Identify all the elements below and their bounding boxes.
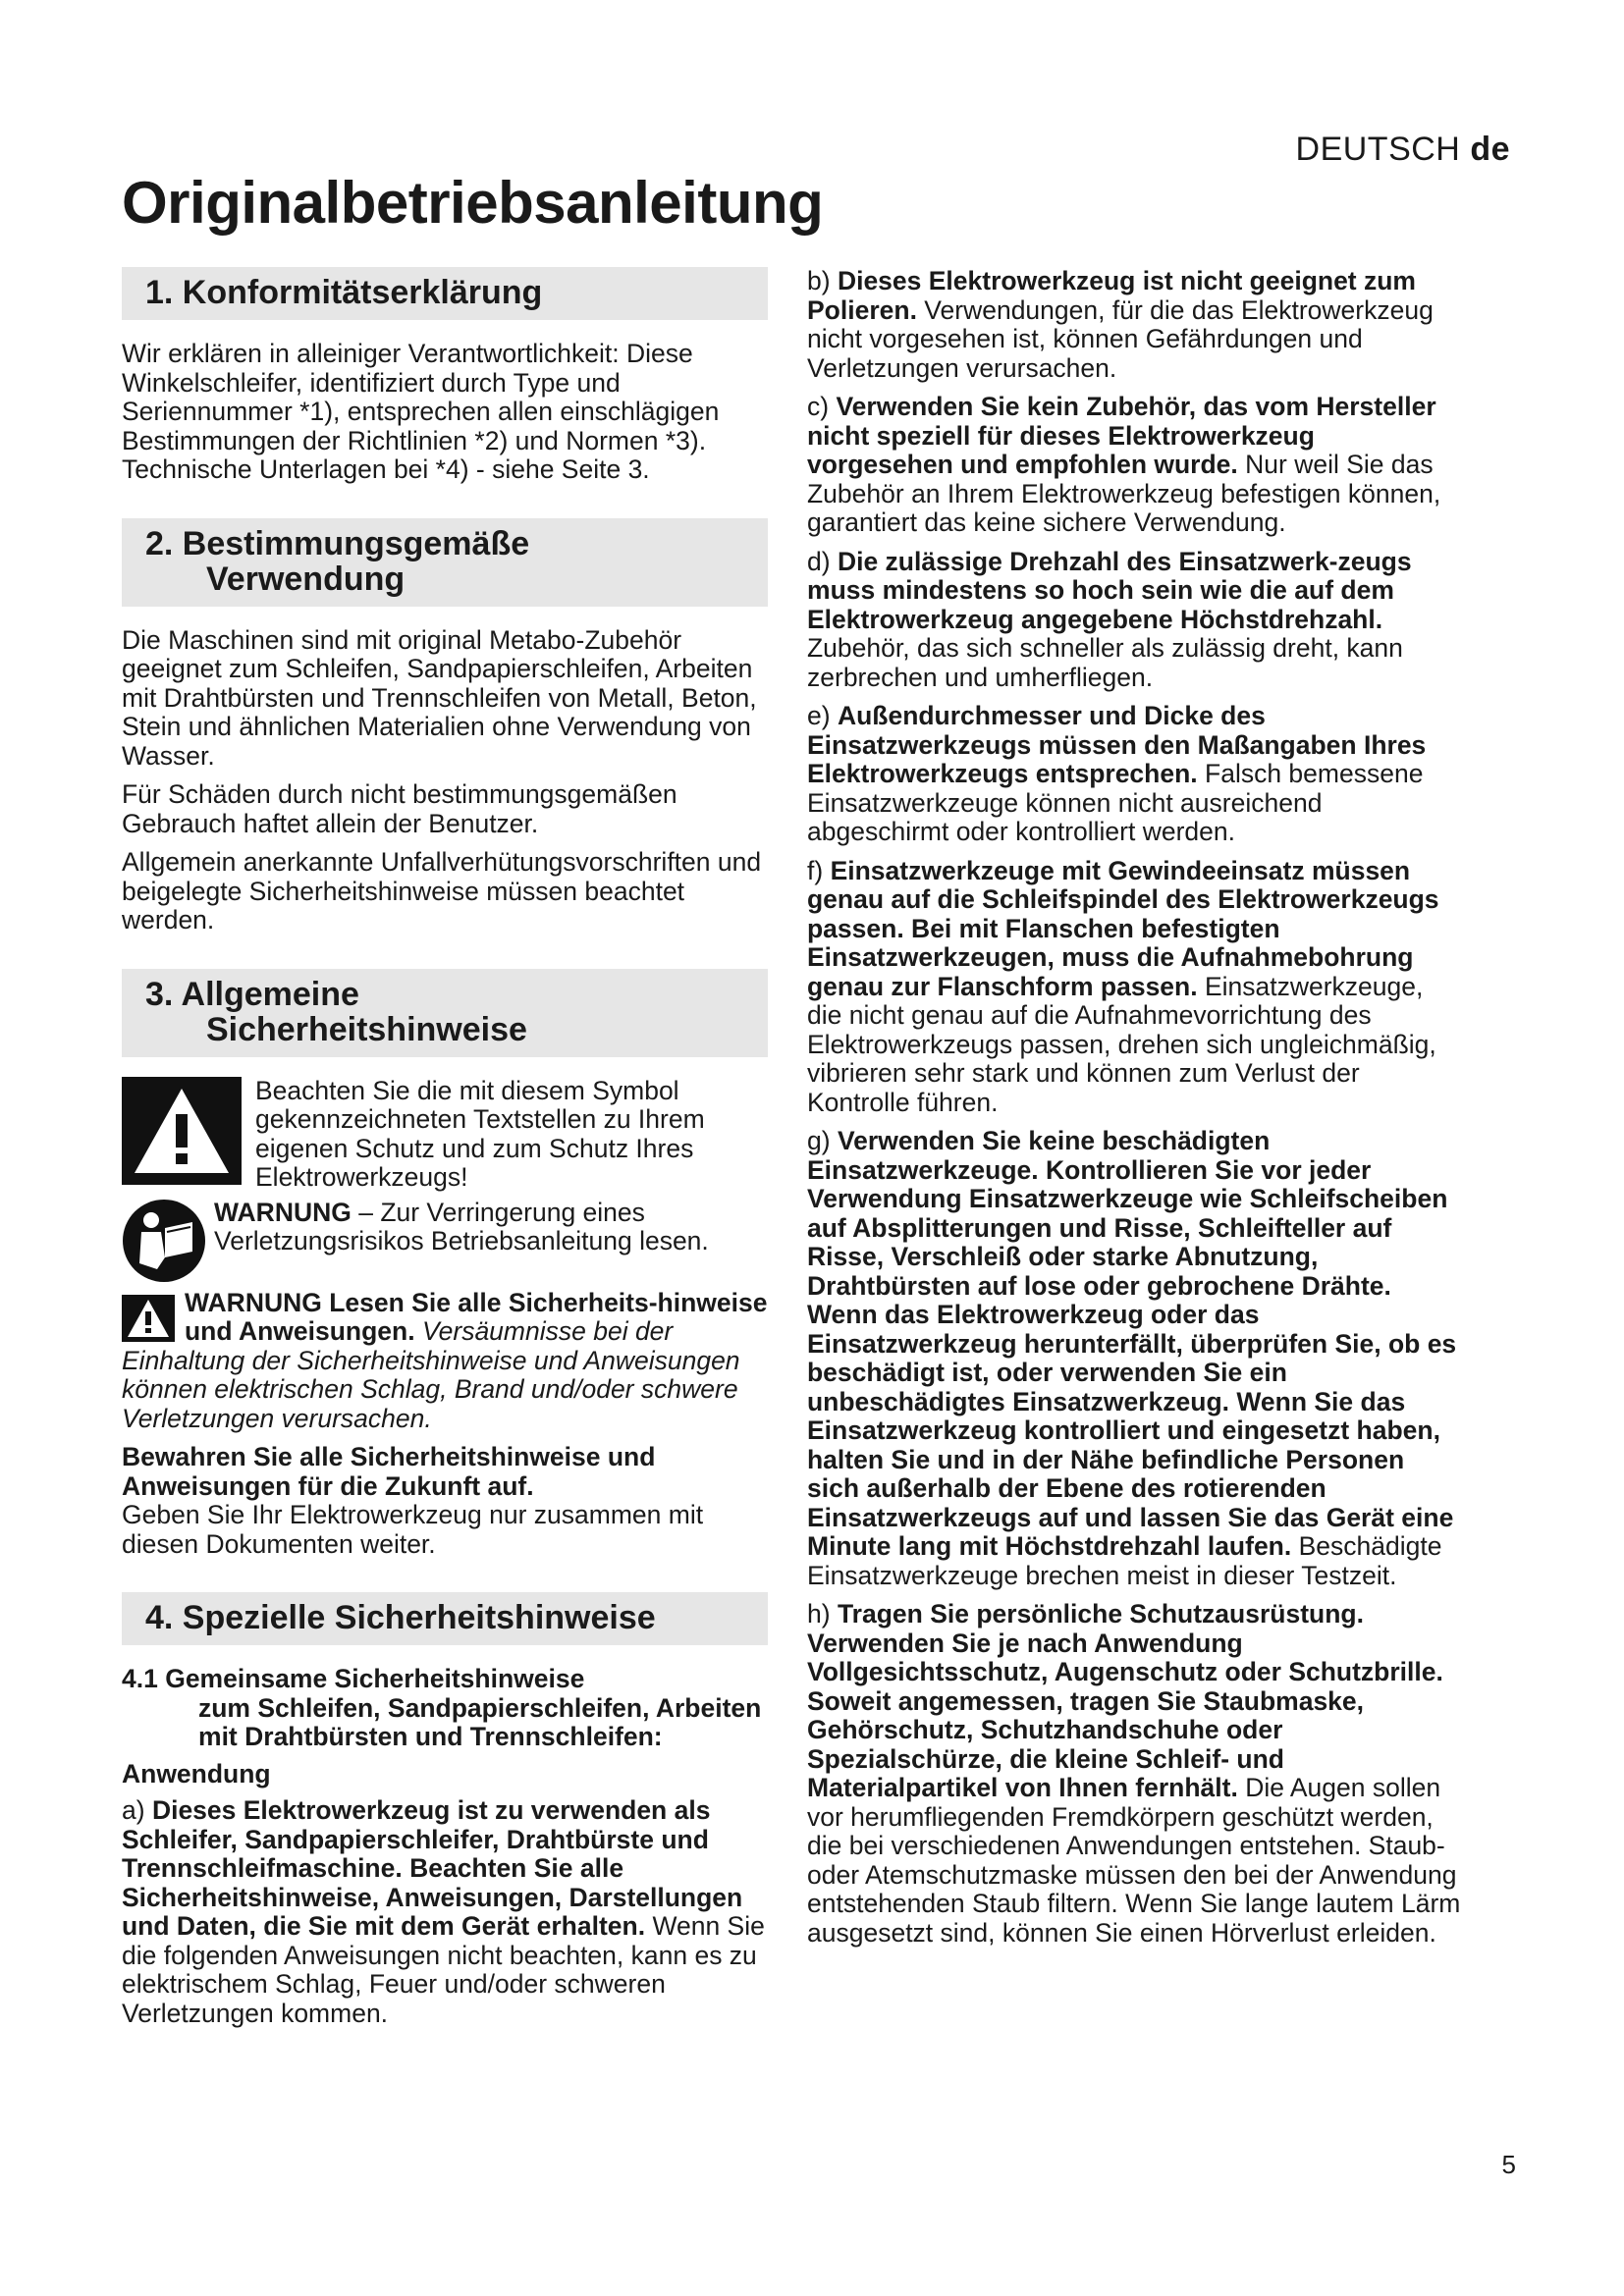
item-c <box>807 393 1461 538</box>
item-d <box>807 548 1461 693</box>
language-prefix: DEUTSCH <box>1295 131 1461 168</box>
read-manual-icon <box>122 1199 206 1283</box>
item-g-text: Beschädigte Einsatzwerkzeuge brechen meist in dieser Testzeit. <box>807 1531 1442 1590</box>
item-b-bold: Dieses Elektrowerkzeug ist nicht geeignet zum Polieren. <box>807 266 1416 325</box>
symbol-note-text: Beachten Sie die mit diesem Symbol gekennzeichneten Textstellen zu Ihrem eigenen Schutz und zum Schutz Ihres Elektrowerkzeugs! <box>255 1075 705 1192</box>
section-heading-2-line1: 2. Bestimmungsgemäße <box>145 524 530 562</box>
page-number: 5 <box>1501 2150 1516 2179</box>
item-h-text: Die Augen sollen vor herumfliegenden Fremdkörpern geschützt werden, die bei verschiedenen Anwendungen entstehen. Staub- oder Atemschutzmaske müssen den bei der Anwendung entstehenden Staub filtern. Wenn Sie lange lautem Lärm ausgesetzt sind, können Sie einen Hörverlust erleiden. <box>807 1773 1461 1948</box>
item-b-text: Verwendungen, für die das Elektrowerkzeug nicht vorgesehen ist, können Gefährdungen und Verletzungen verursachen. <box>807 294 1434 383</box>
warning2-bold: WARNUNG Lesen Sie alle Sicherheits-hinweise und Anweisungen. <box>185 1287 768 1346</box>
warning1-text: – Zur Verringerung eines Verletzungsrisikos Betriebsanleitung lesen. <box>214 1197 709 1255</box>
language-label <box>1296 131 1510 169</box>
item-a-prefix: a) <box>122 1795 152 1825</box>
item-e-prefix: e) <box>807 701 838 730</box>
usage-heading: Anwendung <box>122 1758 271 1789</box>
item-c-prefix: c) <box>807 392 837 421</box>
section-heading-2-line2: Verwendung <box>206 560 406 598</box>
subsection-4-1-heading <box>122 1665 768 1752</box>
section-2-paragraph-2: Für Schäden durch nicht bestimmungsgemäßen Gebrauch haftet allein der Benutzer. <box>122 779 677 838</box>
item-a-text: Wenn Sie die folgenden Anweisungen nicht beachten, kann es zu elektrischem Schlag, Feuer und/oder schweren Verletzungen kommen. <box>122 1911 765 2028</box>
item-c-bold: Verwenden Sie kein Zubehör, das vom Hersteller nicht speziell für dieses Elektrowerkzeug vorgesehen und empfohlen wurde. <box>807 392 1436 479</box>
item-d-text: Zubehör, das sich schneller als zulässig dreht, kann zerbrechen und umherfliegen. <box>807 633 1403 692</box>
item-f-bold: Einsatzwerkzeuge mit Gewindeeinsatz müssen genau auf die Schleifspindel des Elektrowerkzeugs passen. Bei mit Flanschen befestigten Einsatzwerkzeugen, muss die Aufnahmebohrung genau zur Flanschform passen. <box>807 855 1439 1001</box>
item-h-prefix: h) <box>807 1599 838 1629</box>
warning-triangle-icon <box>122 1077 242 1185</box>
section-1-body: Wir erklären in alleiniger Verantwortlichkeit: Diese Winkelschleifer, identifiziert durch Type und Seriennummer *1), entsprechen allen einschlägigen Bestimmungen der Richtlinien *2) und Normen *3). Technische Unterlagen bei *4) - siehe Seite 3. <box>122 339 720 484</box>
keep-instructions <box>122 1443 768 1559</box>
section-heading-3-line2: Sicherheitshinweise <box>206 1010 527 1048</box>
item-e-text: Falsch bemessene Einsatzwerkzeuge können nicht ausreichend abgeschirmt oder kontrolliert werden. <box>807 759 1424 846</box>
item-f-text: Einsatzwerkzeuge, die nicht genau auf die Aufnahmevorrichtung des Elektrowerkzeugs passen, drehen sich ungleichmäßig, vibrieren sehr stark und können zum Verlust der Kontrolle führen. <box>807 971 1436 1117</box>
warning1-bold: WARNUNG <box>214 1197 352 1227</box>
item-f-prefix: f) <box>807 855 831 885</box>
section-2-paragraph-1: Die Maschinen sind mit original Metabo-Zubehör geeignet zum Schleifen, Sandpapierschleifen, Arbeiten mit Drahtbürsten und Trennschleifen von Metall, Beton, Stein und ähnlichen Materialien ohne Verwendung von Wasser. <box>122 624 757 771</box>
subsection-4-1-line2: zum Schleifen, Sandpapierschleifen, Arbeiten mit Drahtbürsten und Trennschleifen: <box>198 1692 762 1751</box>
small-warning-triangle-icon <box>122 1295 175 1342</box>
section-heading-1-text: 1. Konformitätserklärung <box>145 274 543 311</box>
symbol-note-row <box>122 1077 768 1193</box>
item-g <box>807 1127 1461 1590</box>
left-column <box>122 267 768 2038</box>
read-manual-text <box>214 1199 768 1256</box>
section-heading-2 <box>122 518 768 607</box>
language-code: de <box>1470 131 1510 168</box>
item-b-prefix: b) <box>807 266 838 295</box>
page-title: Originalbetriebsanleitung <box>122 170 824 236</box>
subsection-4-1-line1: 4.1 Gemeinsame Sicherheitshinweise <box>122 1664 585 1693</box>
item-a-bold: Dieses Elektrowerkzeug ist zu verwenden als Schleifer, Sandpapierschleifer, Drahtbürste und Trennschleifmaschine. Beachten Sie alle Sicherheitshinweise, Anweisungen, Darstellungen und Daten, die Sie mit dem Gerät erhalten. <box>122 1795 743 1941</box>
item-d-bold: Die zulässige Drehzahl des Einsatzwerk-zeugs muss mindestens so hoch sein wie die auf dem Elektrowerkzeug angegebene Höchstdrehzahl. <box>807 546 1412 634</box>
warning2-italic: Versäumnisse bei der Einhaltung der Sicherheitshinweise und Anweisungen können elektrischen Schlag, Brand und/oder schwere Verletzungen verursachen. <box>122 1316 740 1433</box>
item-d-prefix: d) <box>807 546 838 576</box>
item-g-prefix: g) <box>807 1126 838 1155</box>
read-manual-row <box>122 1199 768 1283</box>
item-e-bold: Außendurchmesser und Dicke des Einsatzwerkzeugs müssen den Maßangaben Ihres Elektrowerkzeugs entsprechen. <box>807 701 1427 788</box>
keep-bold: Bewahren Sie alle Sicherheitshinweise und Anweisungen für die Zukunft auf. <box>122 1442 656 1501</box>
item-e <box>807 702 1461 847</box>
section-heading-4-text: 4. Spezielle Sicherheitshinweise <box>145 1599 656 1636</box>
item-b <box>807 267 1461 383</box>
item-g-bold: Verwenden Sie keine beschädigten Einsatzwerkzeuge. Kontrollieren Sie vor jeder Verwendung Einsatzwerkzeuge wie Schleifscheiben auf Absplitterungen und Risse, Schleifteller auf Risse, Verschleiß oder starke Abnutzung, Drahtbürsten auf lose oder gebrochene Drähte. Wenn das Elektrowerkzeug oder das Einsatzwerkzeug herunterfällt, überprüfen Sie, ob es beschädigt ist, oder verwenden Sie ein unbeschädigtes Einsatzwerkzeug. Wenn Sie das Einsatzwerkzeug kontrolliert und eingesetzt haben, halten Sie und in der Nähe befindliche Personen sich außerhalb der Ebene des rotierenden Einsatzwerkzeugs auf und lassen Sie das Gerät eine Minute lang mit Höchstdrehzahl laufen. <box>807 1126 1457 1561</box>
item-f <box>807 857 1461 1118</box>
item-h <box>807 1600 1461 1948</box>
section-2-paragraph-3: Allgemein anerkannte Unfallverhütungsvorschriften und beigelegte Sicherheitshinweise müssen beachtet werden. <box>122 847 762 934</box>
right-column <box>807 267 1461 1957</box>
section-heading-3 <box>122 969 768 1057</box>
general-warning <box>122 1289 768 1434</box>
section-heading-3-line1: 3. Allgemeine <box>145 975 359 1013</box>
item-c-text: Nur weil Sie das Zubehör an Ihrem Elektrowerkzeug befestigen können, garantiert das keine sichere Verwendung. <box>807 450 1441 537</box>
keep-text: Geben Sie Ihr Elektrowerkzeug nur zusammen mit diesen Dokumenten weiter. <box>122 1500 704 1559</box>
section-heading-1 <box>122 267 768 320</box>
item-h-bold: Tragen Sie persönliche Schutzausrüstung. Verwenden Sie je nach Anwendung Vollgesichtsschutz, Augenschutz oder Schutzbrille. Soweit angemessen, tragen Sie Staubmaske, Gehörschutz, Schutzhandschuhe oder Spezialschürze, die kleine Schleif- und Materialpartikel von Ihnen fernhält. <box>807 1599 1443 1802</box>
item-a <box>122 1796 768 2028</box>
section-heading-4 <box>122 1592 768 1645</box>
